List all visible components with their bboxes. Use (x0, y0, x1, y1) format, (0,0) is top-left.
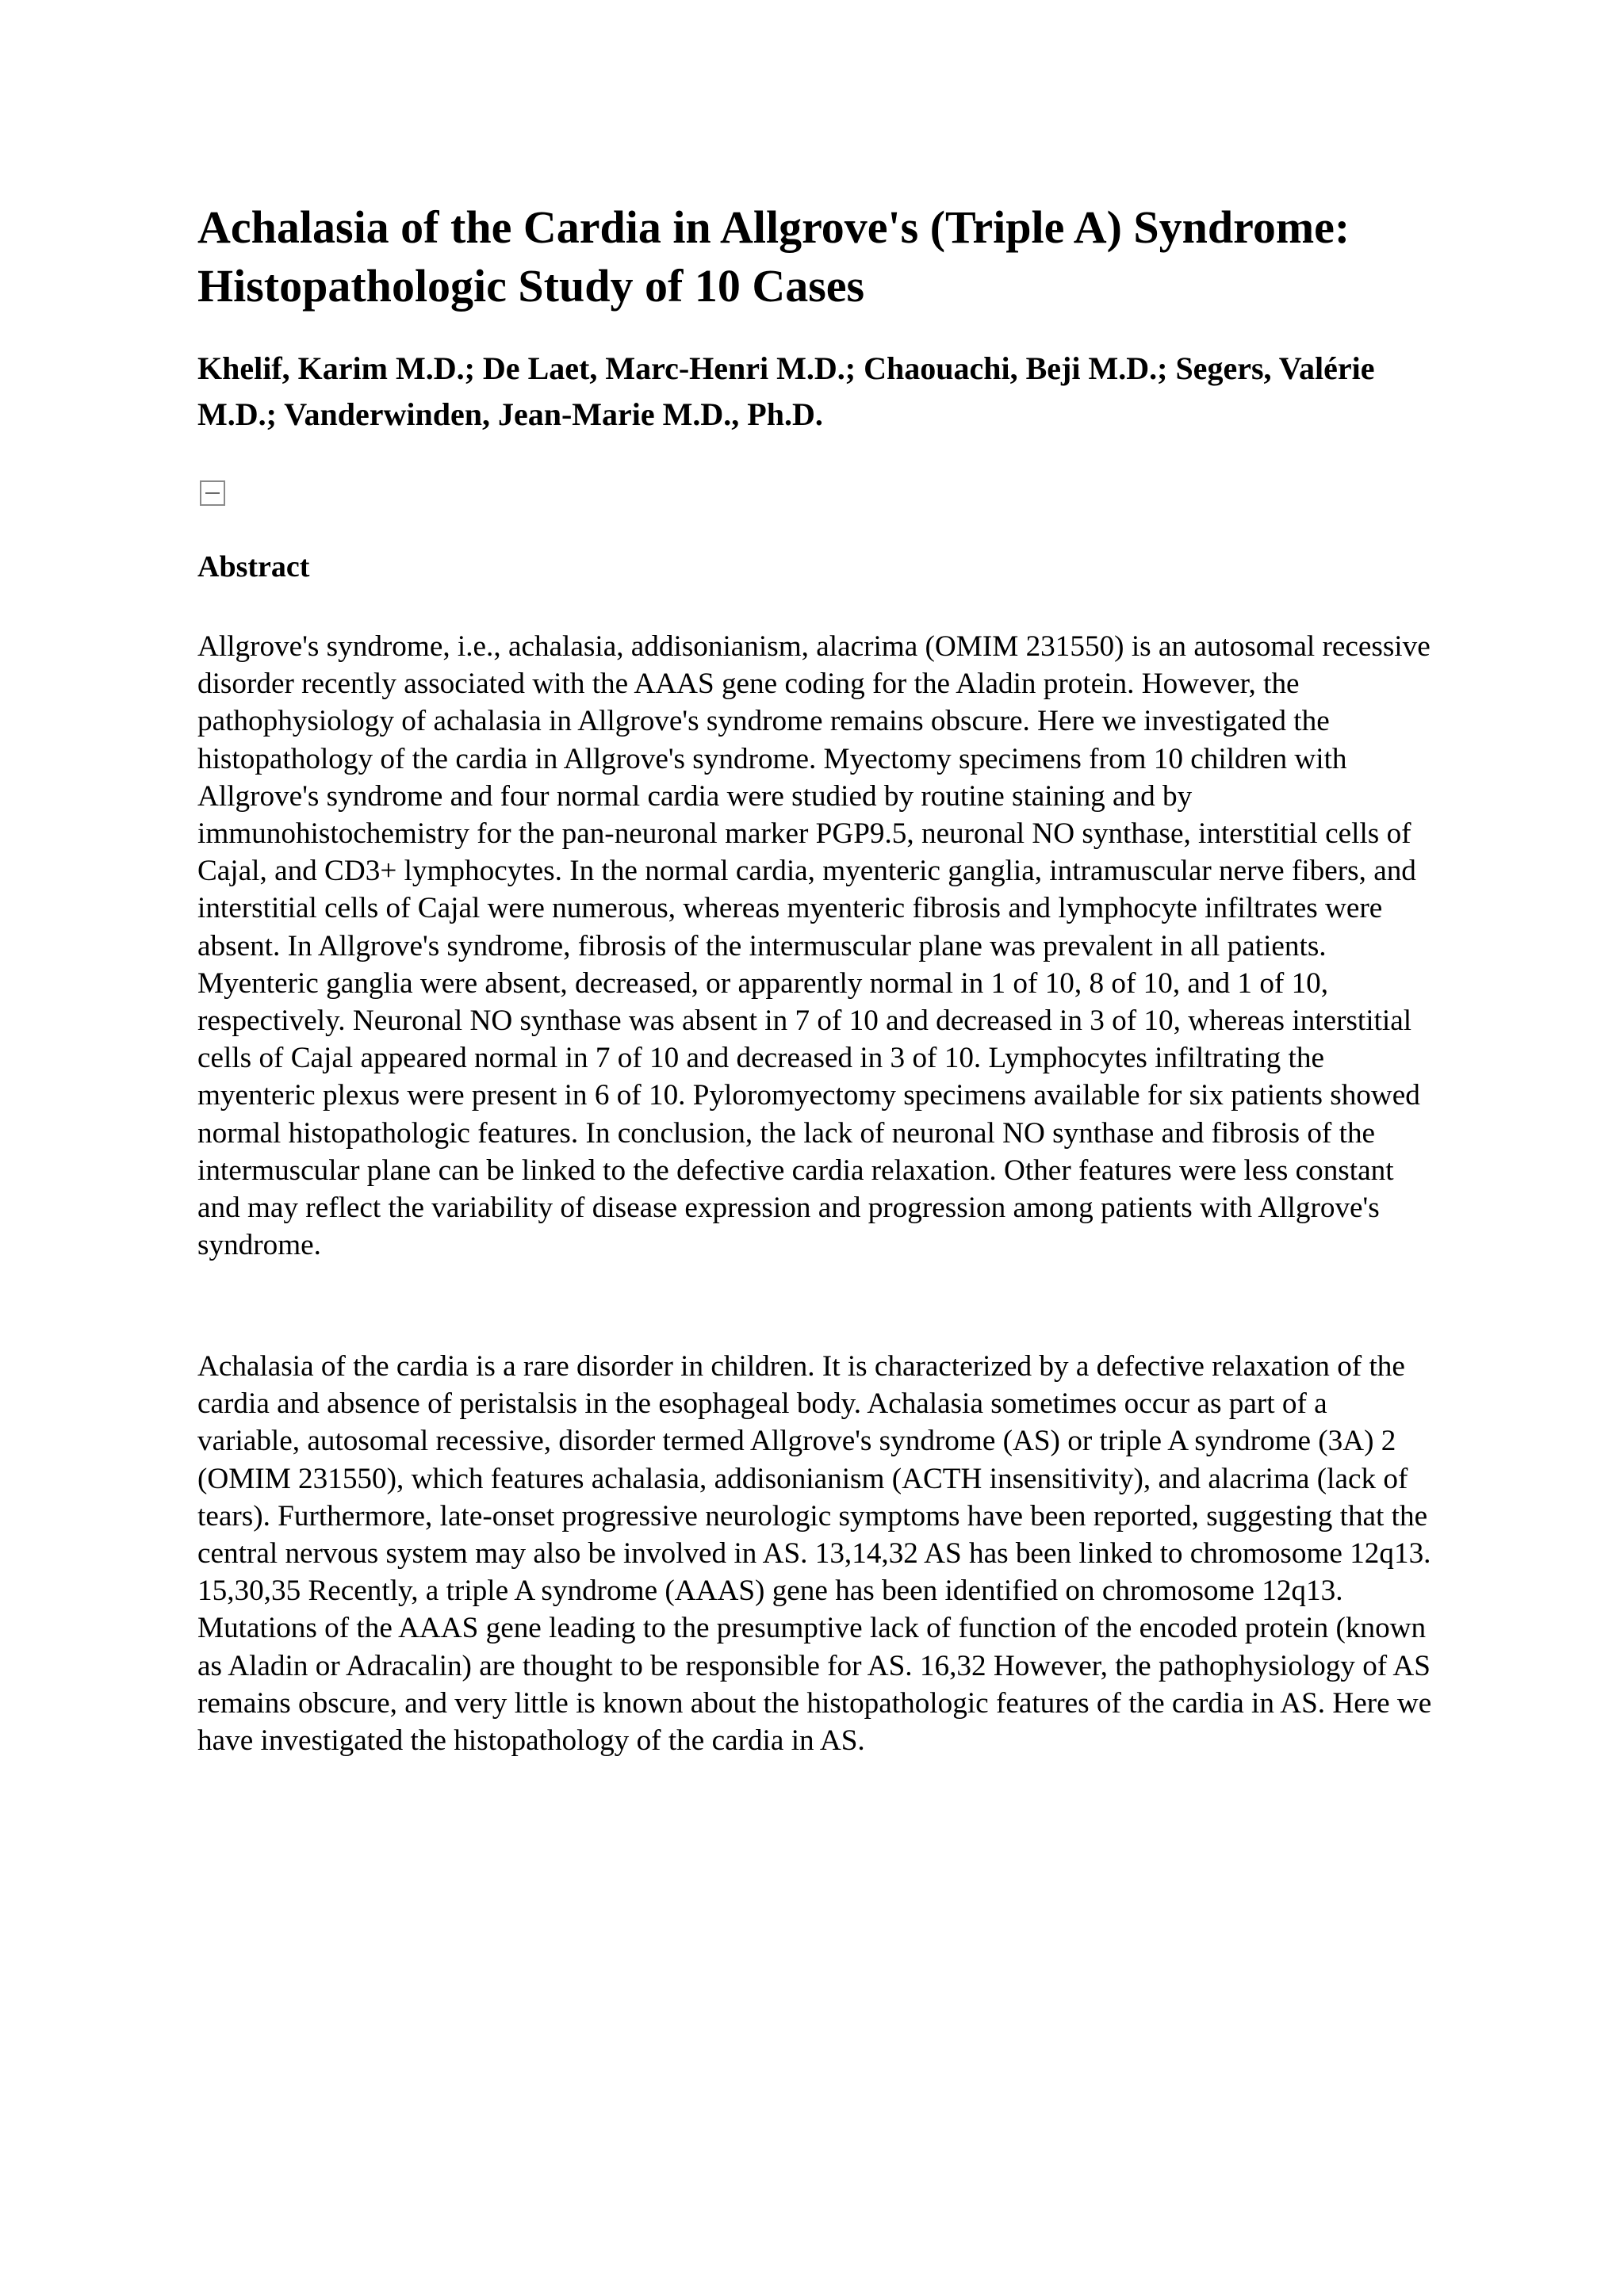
abstract-paragraph: Allgrove's syndrome, i.e., achalasia, addisonianism, alacrima (OMIM 231550) is an autosomal recessive disorder recently associated with the AAAS gene coding for the Aladin protein. However, the pathophysiology of achalasia in Allgrove's syndrome remains obscure. Here we investigated the histopathology of the cardia in Allgrove's syndrome. Myectomy specimens from 10 children with Allgrove's syndrome and four normal cardia were studied by routine staining and by immunohistochemistry for the pan-neuronal marker PGP9.5, neuronal NO synthase, interstitial cells of Cajal, and CD3+ lymphocytes. In the normal cardia, myenteric ganglia, intramuscular nerve fibers, and interstitial cells of Cajal were numerous, whereas myenteric fibrosis and lymphocyte infiltrates were absent. In Allgrove's syndrome, fibrosis of the intermuscular plane was prevalent in all patients. Myenteric ganglia were absent, decreased, or apparently normal in 1 of 10, 8 of 10, and 1 of 10, respectively. Neuronal NO synthase was absent in 7 of 10 and decreased in 3 of 10, whereas interstitial cells of Cajal appeared normal in 7 of 10 and decreased in 3 of 10. Lymphocytes infiltrating the myenteric plexus were present in 6 of 10. Pyloromyectomy specimens available for six patients showed normal histopathologic features. In conclusion, the lack of neuronal NO synthase and fibrosis of the intermuscular plane can be linked to the defective cardia relaxation. Other features were less constant and may reflect the variability of disease expression and progression among patients with Allgrove's syndrome. (197, 630, 1431, 1262)
minus-bar (205, 492, 220, 494)
article-title: Achalasia of the Cardia in Allgrove's (Triple A) Syndrome: Histopathologic Study of 10 Cases (197, 201, 1350, 312)
collapse-minus-icon[interactable] (200, 480, 225, 506)
abstract-heading: Abstract (197, 550, 310, 584)
article-authors: Khelif, Karim M.D.; De Laet, Marc-Henri M.D.; Chaouachi, Beji M.D.; Segers, Valérie M.D.; Vanderwinden, Jean-Marie M.D., Ph.D. (197, 350, 1375, 432)
introduction-paragraph: Achalasia of the cardia is a rare disorder in children. It is characterized by a defective relaxation of the cardia and absence of peristalsis in the esophageal body. Achalasia sometimes occur as part of a variable, autosomal recessive, disorder termed Allgrove's syndrome (AS) or triple A syndrome (3A) 2 (OMIM 231550), which features achalasia, addisonianism (ACTH insensitivity), and alacrima (lack of tears). Furthermore, late-onset progressive neurologic symptoms have been reported, suggesting that the central nervous system may also be involved in AS. 13,14,32 AS has been linked to chromosome 12q13. 15,30,35 Recently, a triple A syndrome (AAAS) gene has been identified on chromosome 12q13. Mutations of the AAAS gene leading to the presumptive lack of function of the encoded protein (known as Aladin or Adracalin) are thought to be responsible for AS. 16,32 However, the pathophysiology of AS remains obscure, and very little is known about the histopathologic features of the cardia in AS. Here we have investigated the histopathology of the cardia in AS. (197, 1350, 1432, 1758)
